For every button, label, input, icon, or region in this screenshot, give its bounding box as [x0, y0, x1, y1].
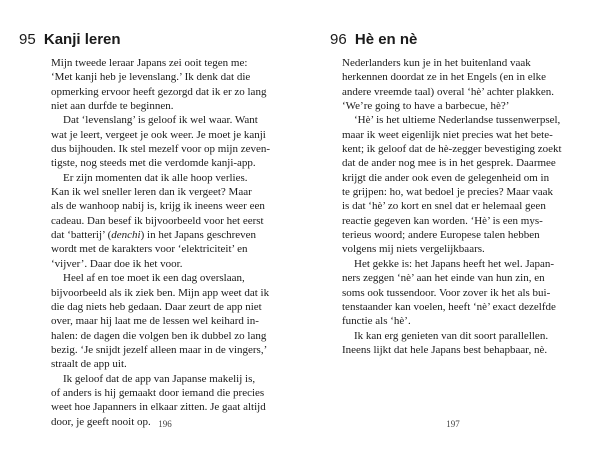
text-line: weet hoe Japanners in elkaar zitten. Je gaat altijd	[51, 401, 266, 414]
text-line: tenstaander kan voelen, heeft ‘nè’ exact dezelfde	[342, 300, 556, 313]
text-line: bijvoorbeeld als ik ziek ben. Mijn app weet dat ik	[51, 286, 270, 299]
text-line: is dat ‘hè’ zo kort en snel dat er helemaal geen	[342, 200, 546, 213]
text-line: Er zijn momenten dat ik alle hoop verlies.	[63, 171, 248, 184]
text-line: Ik kan erg genieten van dit soort parallellen.	[354, 329, 549, 342]
text-line: ‘Hè’ is het ultieme Nederlandse tussenwerpsel,	[354, 114, 561, 127]
text-line: door, je geeft nooit op.	[51, 415, 151, 428]
italic-term: denchi	[111, 229, 141, 242]
page-number: 197	[446, 419, 460, 429]
chapter-number: 96	[330, 31, 347, 48]
text-line: niet aan durfde te beginnen.	[51, 100, 174, 113]
text-line: wat je leert, vergeet je ook weer. Je moet je kanji	[51, 128, 266, 141]
text-line: als de wanhoop nabij is, krijg ik ineens weer een	[51, 200, 265, 213]
text-line: Mijn tweede leraar Japans zei ooit tegen me:	[51, 57, 248, 69]
text-line: ‘Met kanji heb je levenslang.’ Ik denk dat die	[51, 71, 251, 84]
text-line: wordt met de karakters voor ‘elektriciteit’ en	[51, 243, 248, 256]
text-line: Ik geloof dat de app van Japanse makelij is,	[63, 372, 256, 385]
text-line: tigste, nog steeds met die verdomde kanji-app.	[51, 157, 256, 170]
text-line: straalt de app uit.	[51, 358, 127, 371]
text-line: ners zeggen ‘nè’ aan het einde van hun zin, en	[342, 272, 545, 285]
text-line: ‘vijver’. Daar doe ik het voor.	[51, 257, 183, 270]
text-line: die dag niets heb gedaan. Daar zeurt de app niet	[51, 300, 262, 313]
text-line: ‘We’re going to have a barbecue, hè?’	[342, 100, 510, 113]
text-line: te grijpen: ho, wat bedoel je precies? Maar vaak	[342, 186, 554, 199]
text-line: Nederlanders kun je in het buitenland vaak	[342, 57, 531, 69]
text-line: cadeau. Dan besef ik bijvoorbeeld voor het eerst	[51, 214, 264, 227]
text-line: Kan ik wel sneller leren dan ik vergeet? Maar	[51, 186, 252, 199]
text-line: Heel af en toe moet ik een dag overslaan,	[63, 272, 245, 285]
text-line: reactie gegeven kan worden. ‘Hè’ is een mys-	[342, 214, 543, 227]
text-line: Het gekke is: het Japans heeft het wel. Japan-	[354, 257, 555, 270]
text-line: soms ook tussendoor. Voor zover ik het als bui-	[342, 286, 551, 299]
text-line: bezig. ‘Je snijdt jezelf alleen maar in de vingers,’	[51, 343, 268, 356]
page-number: 196	[158, 419, 172, 429]
text-line: Dat ‘levenslang’ is geloof ik wel waar. Want	[63, 114, 258, 127]
text-line: herkennen doordat ze in het Engels (en in elke	[342, 71, 547, 84]
text-line: over, maar hij laat me de lessen wel keihard in-	[51, 315, 259, 328]
chapter-heading	[19, 31, 121, 48]
text-line: kent; ik geloof dat de hè-zegger bevestiging zoekt	[342, 143, 562, 156]
text-line: of anders is hij gemaakt door iemand die precies	[51, 386, 265, 399]
chapter-body	[342, 56, 570, 357]
chapter-title: Hè en nè	[354, 31, 418, 48]
chapter-body	[51, 56, 279, 429]
text-line: Ineens lijkt dat hele Japans best behapbaar, nè.	[342, 343, 548, 356]
right-page	[300, 0, 600, 450]
text-line: halen: de dagen die volgen ben ik dubbel zo lang	[51, 329, 267, 342]
text-line: dat de ander nog mee is in het gesprek. Daarmee	[342, 157, 556, 170]
text-line: andere vreemde taal) overal ‘hè’ achter plakken.	[342, 85, 555, 98]
text-line: dat ‘batterij’ (denchi) in het Japans geschreven	[51, 229, 257, 242]
text-line: terieus woord; andere Europese talen hebben	[342, 229, 540, 242]
chapter-number: 95	[19, 31, 36, 48]
text-line: dus bijhouden. Ik stel mezelf voor op mijn zeven-	[51, 143, 271, 156]
text-line: functie als ‘hè’.	[342, 315, 411, 328]
text-line: opmerking ervoor heeft gezorgd dat ik er zo lang	[51, 85, 267, 98]
text-line: maar ik weet eigenlijk niet precies wat het bete-	[342, 128, 553, 141]
text-line: volgens mij niets vergelijkbaars.	[342, 243, 485, 256]
chapter-title: Kanji leren	[43, 31, 121, 48]
chapter-heading	[330, 31, 417, 48]
text-line: krijgt die ander ook even de gelegenheid om in	[342, 171, 550, 184]
